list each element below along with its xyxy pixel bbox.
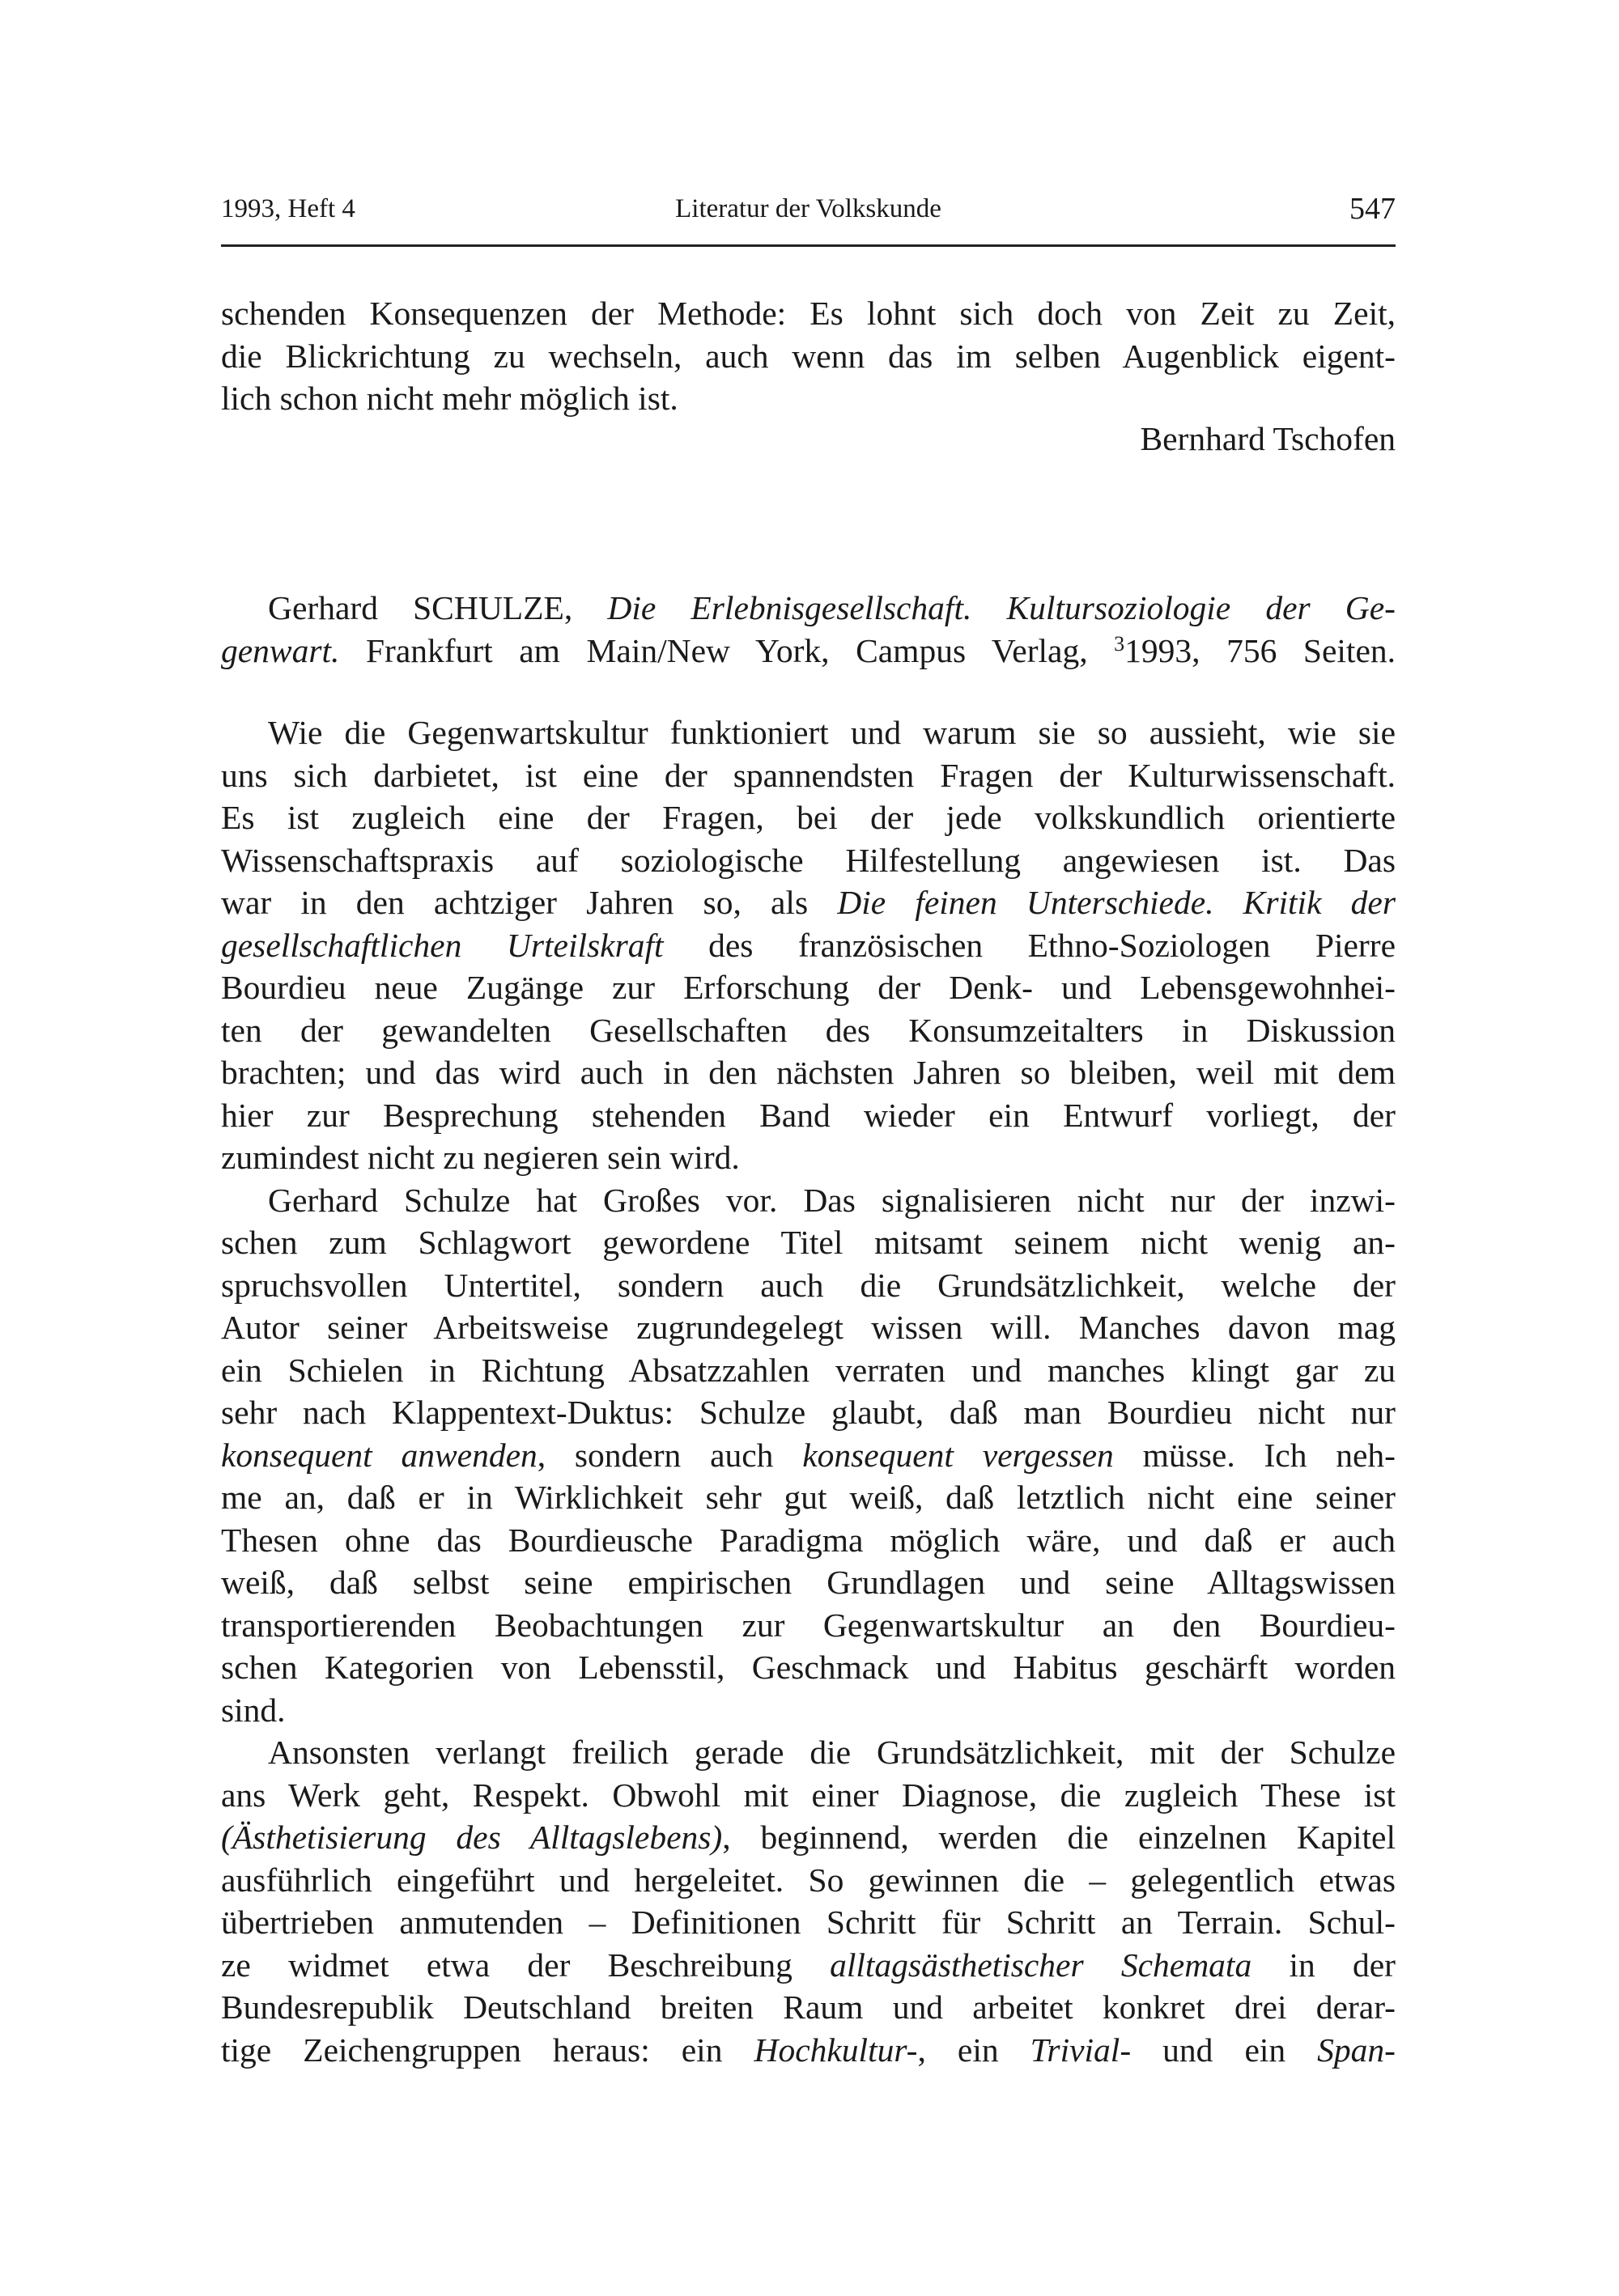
italic-text: konsequent anwenden	[221, 1436, 538, 1474]
text-line	[221, 966, 1396, 1009]
text-line	[221, 2029, 1396, 2072]
text-run: ten der gewandelten Gesellschaften des Konsumzeitalters in Diskussion	[221, 1011, 1396, 1049]
text-line	[221, 1604, 1396, 1647]
text-line	[221, 1519, 1396, 1562]
text-line	[221, 1221, 1396, 1264]
running-header	[221, 194, 1396, 233]
journal-section-title: Literatur der Volkskunde	[675, 194, 941, 223]
italic-text: Die feinen Unterschiede. Kritik der	[837, 884, 1396, 921]
italic-text: gesellschaftlichen Urteilskraft	[221, 926, 664, 964]
italic-text: genwart.	[221, 631, 340, 669]
text-run: ze widmet etwa der Beschreibung	[221, 1946, 831, 1984]
text-run: uns sich darbietet, ist eine der spannendsten Fragen der Kulturwissenschaft.	[221, 756, 1396, 794]
text-run: Frankfurt am Main/New York, Campus Verlag,	[339, 631, 1115, 669]
italic-text: konsequent vergessen	[802, 1436, 1114, 1474]
text-line	[221, 1689, 1396, 1732]
text-line	[221, 839, 1396, 882]
text-line	[221, 1009, 1396, 1052]
text-line	[221, 924, 1396, 967]
edition-superscript: 3	[1114, 631, 1125, 656]
italic-text: (Ästhetisierung des Alltagslebens)	[221, 1819, 723, 1856]
text-line	[221, 1264, 1396, 1307]
text-run: schen zum Schlagwort gewordene Titel mitsamt seinem nicht wenig an-	[221, 1224, 1396, 1261]
text-line	[221, 1774, 1396, 1817]
text-run: übertrieben anmutenden – Definitionen Schritt für Schritt an Terrain. Schul-	[221, 1903, 1396, 1941]
paragraph	[221, 711, 1396, 1179]
text-run: zumindest nicht zu negieren sein wird.	[221, 1139, 740, 1176]
text-run: , ein	[917, 2031, 1030, 2069]
text-line	[221, 1179, 1396, 1222]
review-body	[221, 711, 1396, 2071]
text-run: transportierenden Beobachtungen zur Gegenwartskultur an den Bourdieu-	[221, 1606, 1396, 1644]
text-line	[221, 1944, 1396, 1987]
text-run: Autor seiner Arbeitsweise zugrundegelegt wissen will. Manches davon mag	[221, 1309, 1396, 1346]
text-line	[221, 1731, 1396, 1774]
text-run: Bundesrepublik Deutschland breiten Raum und arbeitet konkret drei derar-	[221, 1988, 1396, 2026]
text-line	[221, 754, 1396, 797]
text-line	[221, 1349, 1396, 1392]
text-line	[221, 1986, 1396, 2029]
text-run: weiß, daß selbst seine empirischen Grundlagen und seine Alltagswissen	[221, 1564, 1396, 1601]
italic-text: Span-	[1317, 2031, 1396, 2069]
text-line	[221, 1136, 1396, 1179]
text-run: des französischen Ethno-Soziologen Pierre	[663, 926, 1396, 964]
text-run: sehr nach Klappentext-Duktus: Schulze glaubt, daß man Bourdieu nicht nur	[221, 1394, 1396, 1431]
text-run: schen Kategorien von Lebensstil, Geschmack und Habitus geschärft worden	[221, 1649, 1396, 1686]
text-line	[221, 1094, 1396, 1137]
text-line	[221, 1561, 1396, 1604]
text-line	[221, 377, 1396, 420]
text-run: , beginnend, werden die einzelnen Kapitel	[722, 1819, 1396, 1856]
text-run: ausführlich eingeführt und hergeleitet. So gewinnen die – gelegentlich etwas	[221, 1861, 1396, 1899]
italic-text: Hochkultur-	[754, 2031, 918, 2069]
text-line	[221, 881, 1396, 924]
text-run: Wie die Gegenwartskultur funktioniert und warum sie so aussieht, wie sie	[268, 714, 1396, 751]
text-line	[221, 796, 1396, 839]
text-line	[221, 1051, 1396, 1094]
italic-text: Die Erlebnisgesellschaft. Kultursoziologie der Ge-	[607, 589, 1396, 626]
text-run: die Blickrichtung zu wechseln, auch wenn das im selben Augenblick eigent-	[221, 337, 1396, 375]
text-run: spruchsvollen Untertitel, sondern auch die Grundsätzlichkeit, welche der	[221, 1266, 1396, 1304]
text-run: , sondern auch	[537, 1436, 803, 1474]
page-number: 547	[1349, 192, 1396, 226]
text-line	[221, 1901, 1396, 1944]
text-run: lich schon nicht mehr möglich ist.	[221, 380, 678, 417]
issue-label: 1993, Heft 4	[221, 194, 355, 223]
text-line	[221, 1391, 1396, 1434]
text-run: Bourdieu neue Zugänge zur Erforschung der Denk- und Lebensgewohnhei-	[221, 969, 1396, 1006]
text-line	[221, 1476, 1396, 1519]
text-run: brachten; und das wird auch in den nächsten Jahren so bleiben, weil mit dem	[221, 1054, 1396, 1091]
text-line	[221, 711, 1396, 754]
text-run: war in den achtziger Jahren so, als	[221, 884, 838, 921]
text-run: ans Werk geht, Respekt. Obwohl mit einer Diagnose, die zugleich These ist	[221, 1776, 1396, 1814]
italic-text: Trivial-	[1030, 2031, 1132, 2069]
text-run: Wissenschaftspraxis auf soziologische Hilfestellung angewiesen ist. Das	[221, 841, 1396, 879]
paragraph	[221, 1179, 1396, 1732]
text-run: und ein	[1131, 2031, 1318, 2069]
book-citation	[221, 587, 1396, 672]
text-line	[221, 1646, 1396, 1689]
text-run: me an, daß er in Wirklichkeit sehr gut weiß, daß letztlich nicht eine seiner	[221, 1479, 1396, 1516]
text-run: Ansonsten verlangt freilich gerade die Grundsätzlichkeit, mit der Schulze	[268, 1734, 1396, 1771]
text-run: ein Schielen in Richtung Absatzzahlen verraten und manches klingt gar zu	[221, 1351, 1396, 1389]
text-line	[221, 292, 1396, 335]
text-run: tige Zeichengruppen heraus: ein	[221, 2031, 754, 2069]
header-rule	[221, 244, 1396, 247]
text-run: 1993, 756 Seiten.	[1124, 631, 1396, 669]
italic-text: alltagsästhetischer Schemata	[830, 1946, 1252, 1984]
text-run: Thesen ohne das Bourdieusche Paradigma möglich wäre, und daß er auch	[221, 1521, 1396, 1559]
text-run: in der	[1251, 1946, 1396, 1984]
text-run: schenden Konsequenzen der Methode: Es lohnt sich doch von Zeit zu Zeit,	[221, 295, 1396, 332]
text-line	[221, 630, 1396, 673]
text-line	[221, 1434, 1396, 1477]
text-run: sind.	[221, 1691, 286, 1729]
text-run: Es ist zugleich eine der Fragen, bei der jede volkskundlich orientierte	[221, 799, 1396, 836]
text-line	[221, 335, 1396, 378]
text-line	[221, 587, 1396, 630]
paragraph	[221, 1731, 1396, 2071]
text-line	[221, 1816, 1396, 1859]
text-line	[221, 1859, 1396, 1902]
previous-review-ending	[221, 292, 1396, 420]
text-run: Gerhard Schulze hat Großes vor. Das signalisieren nicht nur der inzwi-	[268, 1181, 1396, 1219]
text-run: hier zur Besprechung stehenden Band wieder ein Entwurf vorliegt, der	[221, 1096, 1396, 1134]
text-run: müsse. Ich neh-	[1113, 1436, 1396, 1474]
text-line	[221, 1306, 1396, 1349]
reviewer-signature: Bernhard Tschofen	[1140, 420, 1396, 457]
text-run: Gerhard SCHULZE,	[268, 589, 608, 626]
